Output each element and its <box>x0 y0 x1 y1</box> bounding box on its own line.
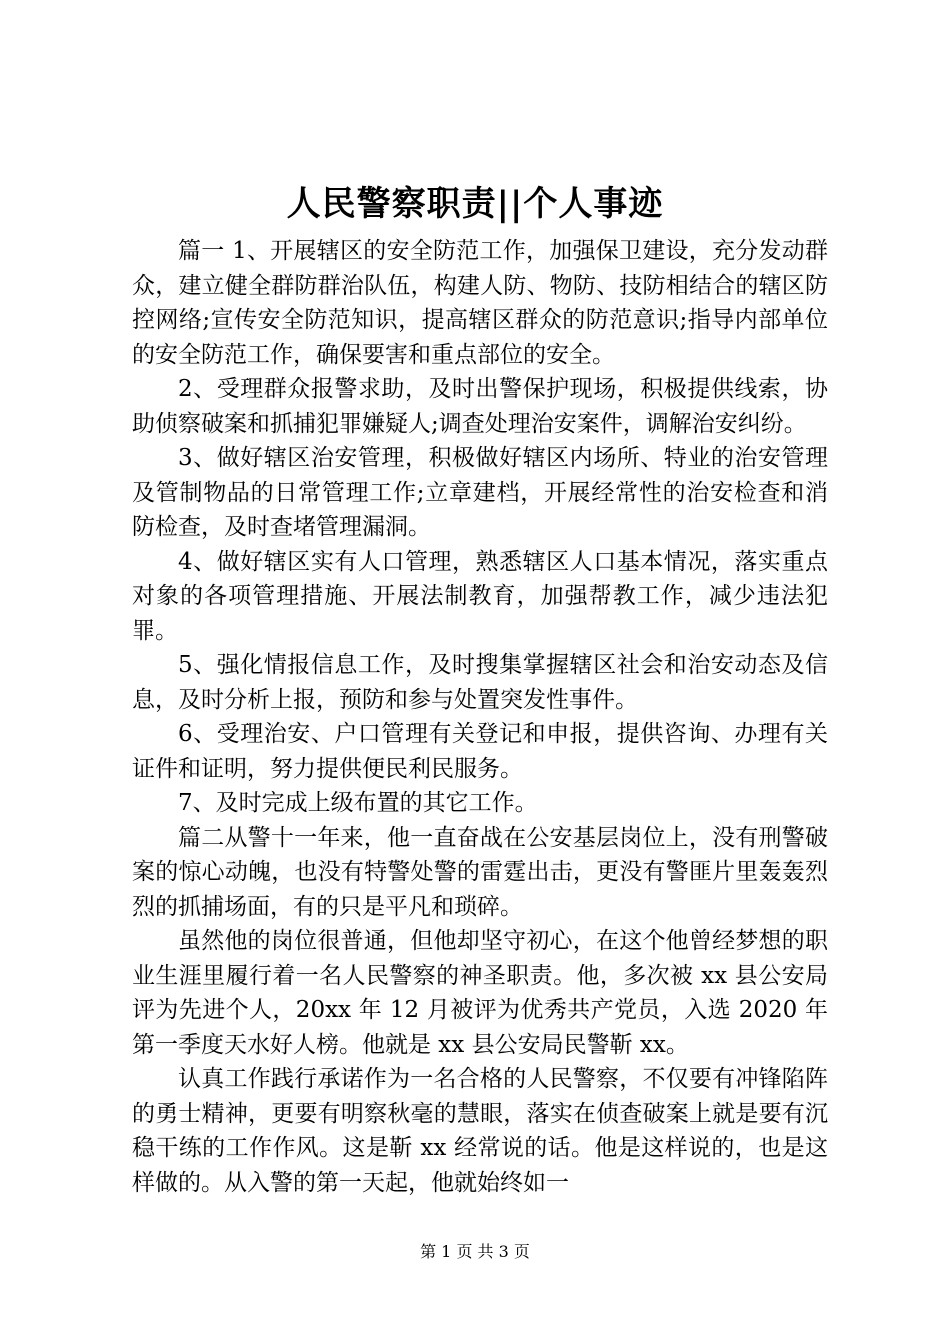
paragraph: 5、强化情报信息工作，及时搜集掌握辖区社会和治安动态及信息，及时分析上报，预防和参与处置突发性事件。 <box>132 652 828 713</box>
page-footer <box>0 1241 950 1263</box>
paragraph: 4、做好辖区实有人口管理，熟悉辖区人口基本情况，落实重点对象的各项管理措施、开展法制教育，加强帮教工作，减少违法犯罪。 <box>132 548 828 644</box>
paragraph: 篇一 1、开展辖区的安全防范工作，加强保卫建设，充分发动群众，建立健全群防群治队伍，构建人防、物防、技防相结合的辖区防控网络;宣传安全防范知识，提高辖区群众的防范意识;指导内部单位的安全防范工作，确保要害和重点部位的安全。 <box>132 238 828 368</box>
document-body <box>132 234 828 1200</box>
document-title: 人民警察职责||个人事迹 <box>286 184 664 224</box>
paragraph: 2、受理群众报警求助，及时出警保护现场，积极提供线索，协助侦察破案和抓捕犯罪嫌疑人;调查处理治安案件，调解治安纠纷。 <box>132 376 828 437</box>
paragraph: 3、做好辖区治安管理，积极做好辖区内场所、特业的治安管理及管制物品的日常管理工作;立章建档，开展经常性的治安检查和消防检查，及时查堵管理漏洞。 <box>132 445 828 540</box>
paragraph: 篇二从警十一年来，他一直奋战在公安基层岗位上，没有刑警破案的惊心动魄，也没有特警处警的雷霆出击，更没有警匪片里轰轰烈烈的抓捕场面，有的只是平凡和琐碎。 <box>132 824 828 920</box>
paragraph: 虽然他的岗位很普通，但他却坚守初心，在这个他曾经梦想的职业生涯里履行着一名人民警察的神圣职责。他，多次被 xx 县公安局评为先进个人，20xx 年 12 月被评为优秀共产党员，入选 2020 年第一季度天水好人榜。他就是 xx 县公安局民警靳 xx。 <box>132 928 828 1058</box>
paragraph: 认真工作践行承诺作为一名合格的人民警察，不仅要有冲锋陷阵的勇士精神，更要有明察秋毫的慧眼，落实在侦查破案上就是要有沉稳干练的工作作风。这是靳 xx 经常说的话。他是这样说的，也是这样做的。从入警的第一天起，他就始终如一 <box>132 1066 828 1196</box>
page-number: 第 1 页 共 3 页 <box>420 1242 530 1261</box>
paragraph: 7、及时完成上级布置的其它工作。 <box>178 790 538 816</box>
paragraph: 6、受理治安、户口管理有关登记和申报，提供咨询、办理有关证件和证明，努力提供便民利民服务。 <box>132 721 828 782</box>
